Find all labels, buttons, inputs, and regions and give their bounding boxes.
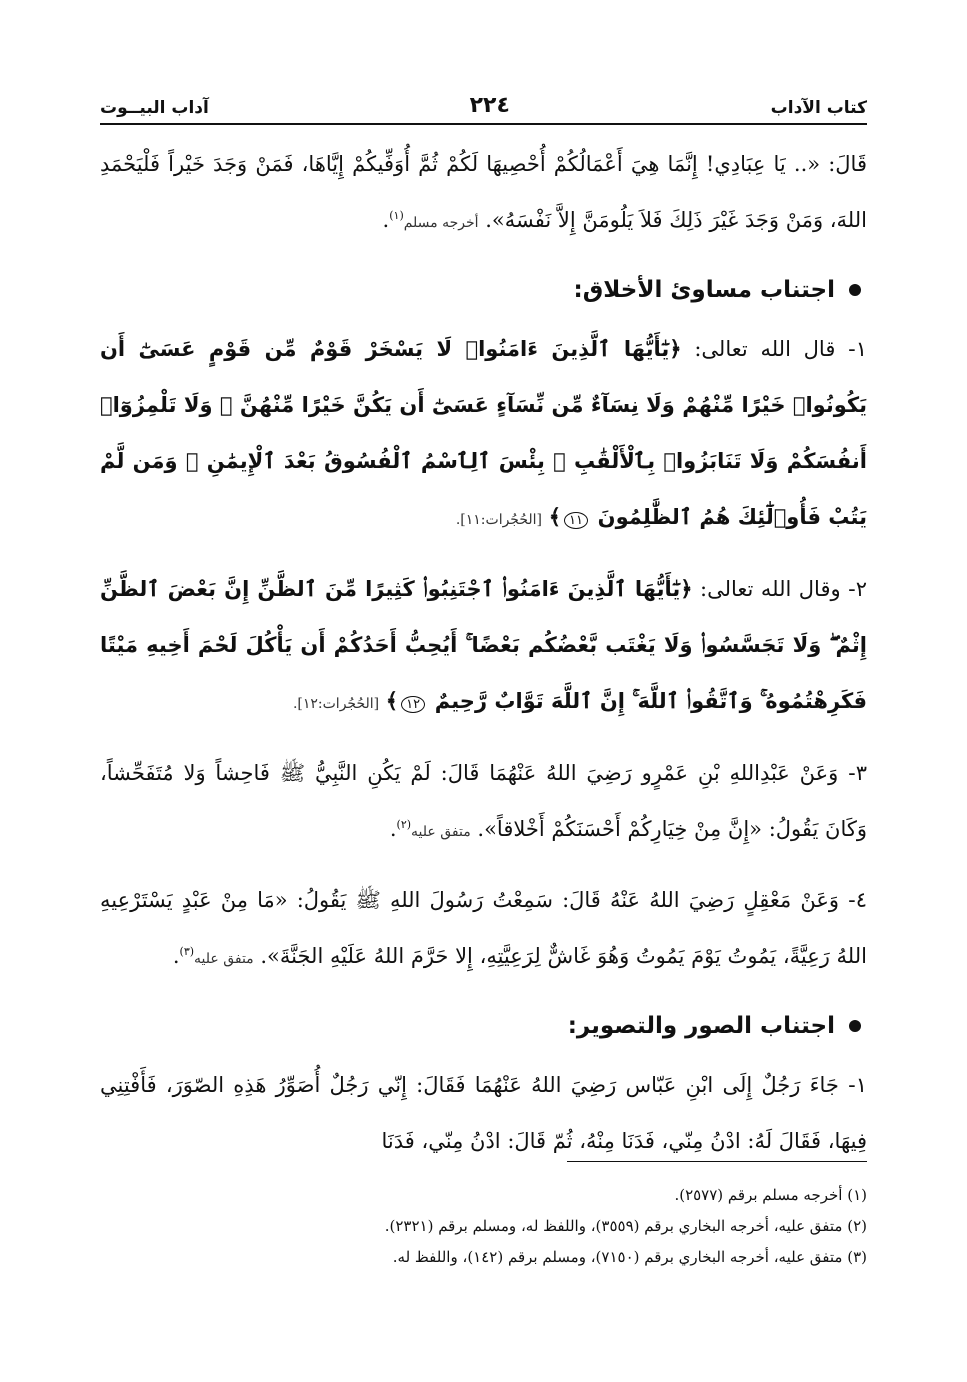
list-item: [100, 745, 867, 860]
verse-reference: [الحُجُرات:١٢].: [292, 696, 380, 712]
intro-hadith: [100, 136, 867, 251]
list-item: [100, 561, 867, 733]
section-heading-text: اجتناب مساوئ الأخلاق:: [573, 277, 835, 303]
section-heading-akhlaq: [100, 265, 867, 315]
quran-verse: ﴿يَٰٓأَيُّهَا ٱلَّذِينَ ءَامَنُوا۟ ٱجْتَنِبُوا۟ كَثِيرًا مِّنَ ٱلظَّنِّ إِنَّ بَعْضَ ٱلظَّنِّ إِثْمٌ ۖ وَلَا تَجَسَّسُوا۟ وَلَا يَغْتَب بَّعْضُكُم بَعْضًا ۚ أَيُحِبُّ أَحَدُكُمْ أَن يَأْكُلَ لَحْمَ أَخِيهِ مَيْتًا فَكَرِهْتُمُوهُ ۚ وَٱتَّقُوا۟ ٱللَّهَ ۚ إِنَّ ٱللَّهَ تَوَّابٌ رَّحِيمٌ: [100, 577, 867, 713]
hadith-source: متفق عليه: [411, 824, 471, 840]
section-heading-images: [100, 1001, 867, 1051]
item-lead: قال الله تعالى:: [694, 337, 836, 361]
main-content: [100, 136, 867, 1181]
item-lead: وقال الله تعالى:: [700, 577, 841, 601]
hadith-source: متفق عليه: [194, 951, 254, 967]
footnote-ref: (٢): [396, 818, 412, 831]
verse-reference: [الحُجُرات:١١].: [455, 512, 542, 528]
hadith-end: .: [389, 817, 397, 841]
list-item: [100, 321, 867, 549]
item-number: ٤-: [848, 888, 867, 912]
hadith-text: وَعَنْ مَعْقِلٍ رَضِيَ اللهُ عَنْهُ قَالَ: سَمِعْتُ رَسُولَ اللهِ ﷺ يَقُولُ: «مَا مِنْ عَبْدٍ يَسْتَرْعِيهِ اللهُ رَعِيَّةً، يَمُوتُ يَوْمَ يَمُوتُ وَهُوَ غَاشٌّ لِرَعِيَّتِهِ، إِلا حَرَّمَ اللهُ عَلَيْهِ الجَنَّةَ».: [100, 888, 867, 968]
footnote: (٣) متفق عليه، أخرجه البخاري برقم (٧١٥٠)، ومسلم برقم (١٤٢)، واللفظ له.: [392, 1248, 867, 1266]
item-number: ٢-: [848, 577, 867, 601]
intro-quote: قَالَ: «.. يَا عِبَادِي! إِنَّمَا هِيَ أَعْمَالُكُمْ أُحْصِيهَا لَكُمْ ثُمَّ أُوَفِّيكُمْ إِيَّاهَا، فَمَنْ وَجَدَ خَيْراً فَلْيَحْمَدِ اللهَ، وَمَنْ وَجَدَ غَيْرَ ذَلِكَ فَلاَ يَلُومَنَّ إِلاَّ نَفْسَهُ».: [100, 152, 867, 232]
ayah-number: ١١: [564, 512, 588, 529]
page-number: ٢٢٤: [469, 93, 510, 118]
item-number: ١-: [848, 337, 867, 361]
footnotes: [100, 1180, 867, 1273]
section-heading-text: اجتناب الصور والتصوير:: [567, 1013, 835, 1039]
hadith-text: جَاءَ رَجُلٌ إِلَى ابْنِ عَبّاس رَضِيَ اللهُ عَنْهُمَا فَقَالَ: إِنّي رَجُلٌ أُصَوِّرُ هَذِهِ الصّوَرَ، فَأَفْتِنِي فِيهَا، فَقَالَ لَهُ: ادْنُ مِنّي، فَدَنَا مِنْهُ، ثُمّ قَالَ: ادْنُ مِنّي، فَدَنَا: [100, 1073, 867, 1153]
quran-verse: ﴿يَٰٓأَيُّهَا ٱلَّذِينَ ءَامَنُوا۟ لَا يَسْخَرْ قَوْمٌ مِّن قَوْمٍ عَسَىٰٓ أَن يَكُونُوا۟ خَيْرًا مِّنْهُمْ وَلَا نِسَآءٌ مِّن نِّسَآءٍ عَسَىٰٓ أَن يَكُنَّ خَيْرًا مِّنْهُنَّ ۖ وَلَا تَلْمِزُوٓا۟ أَنفُسَكُمْ وَلَا تَنَابَزُوا۟ بِٱلْأَلْقَٰبِ ۖ بِئْسَ ٱلِٱسْمُ ٱلْفُسُوقُ بَعْدَ ٱلْإِيمَٰنِ ۚ وَمَن لَّمْ يَتُبْ فَأُو۟لَٰٓئِكَ هُمُ ٱلظَّٰلِمُونَ: [100, 337, 867, 529]
running-header: [100, 82, 867, 118]
header-rule: [100, 123, 867, 125]
intro-source: أخرجه مسلم: [403, 215, 479, 231]
intro-end: .: [382, 208, 390, 232]
verse-close: ﴾: [385, 689, 399, 713]
bullet-icon: [849, 284, 861, 296]
footnote: (٢) متفق عليه، أخرجه البخاري برقم (٣٥٥٩)، واللفظ له، ومسلم برقم (٢٣٢١).: [384, 1217, 867, 1235]
verse-close: ﴾: [548, 505, 561, 529]
hadith-text: وَعَنْ عَبْدِاللهِ بْنِ عَمْرٍو رَضِيَ اللهُ عَنْهُمَا قَالَ: لَمْ يَكُنِ النَّبِيُّ ﷺ فَاحِشاً وَلا مُتَفَحِّشاً، وَكَانَ يَقُولُ: «إِنَّ مِنْ خِيَارِكُمْ أَحْسَنَكُمْ أَخْلاقاً».: [100, 761, 867, 841]
section-title: آداب البيــوت: [100, 98, 209, 118]
item-number: ٣-: [848, 761, 868, 785]
ayah-number: ١٢: [401, 696, 425, 713]
chapter-title: كتاب الآداب: [770, 98, 867, 118]
hadith-end: .: [172, 944, 180, 968]
item-number: ١-: [848, 1073, 867, 1097]
footnote: (١) أخرجه مسلم برقم (٢٥٧٧).: [674, 1186, 867, 1204]
bullet-icon: [849, 1020, 861, 1032]
list-item: [100, 1057, 867, 1169]
footnote-rule: [567, 1161, 867, 1162]
list-item: [100, 872, 867, 987]
intro-footnote-ref: (١): [389, 209, 404, 222]
footnote-ref: (٣): [179, 945, 195, 958]
